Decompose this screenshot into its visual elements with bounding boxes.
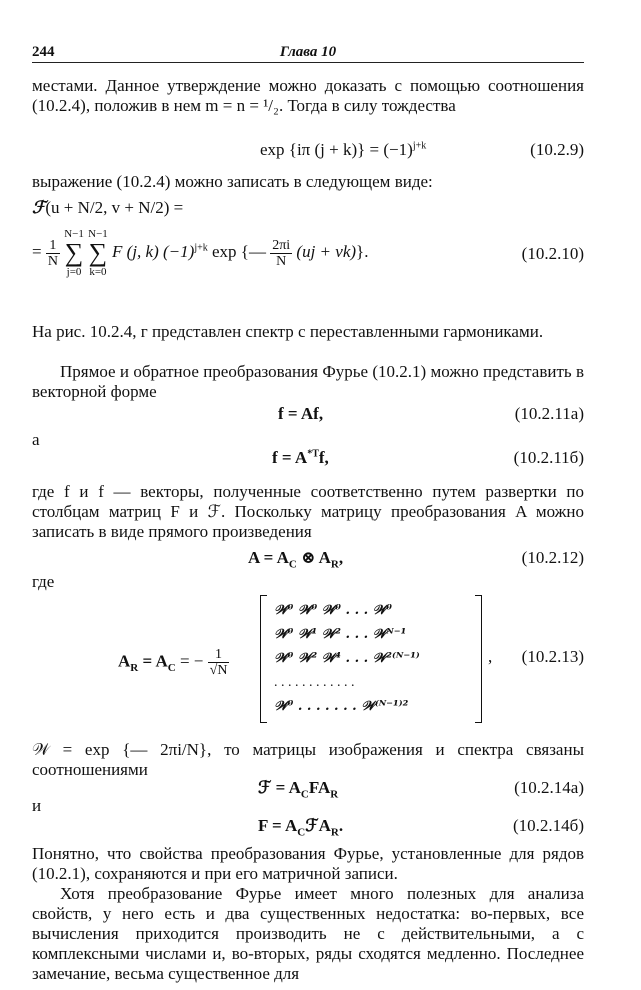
frac-numerator: 1	[46, 238, 60, 254]
equation-10-2-12: $A = A_C$ ⊗ $A_R$, (10.2.12)	[248, 548, 584, 571]
eq-10-2-10-term: F (j, k) (−1)	[112, 241, 195, 261]
equation-10-2-14b: $F = A_CℱA_R$. (10.2.14б)	[258, 816, 584, 839]
matrix-A-R	[260, 595, 482, 723]
sigma-symbol: ∑	[88, 238, 108, 267]
eq-10-2-10-lhs: (u + N/2, v + N/2) =	[45, 198, 184, 217]
equation-number: (10.2.11б)	[513, 448, 584, 467]
equation-10-2-11a	[32, 404, 584, 426]
equation-number: (10.2.10)	[521, 244, 584, 263]
matrix-right-bracket	[475, 595, 482, 723]
word-gde: где	[32, 572, 55, 591]
matrix-row-4: . . . . . . . . . . . .	[274, 675, 355, 690]
sum-j: N−1 ∑ j=0	[64, 228, 84, 278]
conjunction-a: а	[32, 430, 40, 449]
paragraph-4: Прямое и обратное преобразования Фурье (10.2.1) можно представить в векторной форме	[32, 362, 584, 401]
eq-11a-body: f = Af,	[278, 404, 324, 423]
fourier-transform-symbol: ℱ	[32, 198, 46, 218]
book-page	[32, 40, 584, 983]
paragraph-5: где f и f — векторы, полученные соответственно путем развертки по столбцам матриц F и ℱ. Поскольку матрицу преобразования A можно записать в виде прямого произведения	[32, 482, 584, 541]
equation-number: (10.2.13)	[521, 647, 584, 666]
sum-k: N−1 ∑ k=0	[88, 228, 108, 278]
equation-10-2-9	[32, 140, 584, 162]
page-number: 244	[32, 44, 55, 60]
paragraph-3: На рис. 10.2.4, г представлен спектр с переставленными гармониками.	[32, 322, 544, 341]
matrix-row-5: 𝒲⁰ . . . . . . . 𝒲⁽ᴺ⁻¹⁾²	[274, 699, 409, 714]
equation-number: (10.2.11a)	[514, 404, 584, 423]
paragraph-6: 𝒲 = exp {— 2πi/N}, то матрицы изображения и спектра связаны соотношениями	[32, 740, 584, 779]
paragraph-8: Хотя преобразование Фурье имеет много полезных для анализа свойств, у него есть и два существенных недостатка: во-первых, все вычисления приходится производить не с действительными, а с комплексными числами и, во-вторых, ряды сходятся медленно. Последнее замечание, весьма существенное для	[32, 884, 584, 983]
equation-number: (10.2.9)	[530, 140, 584, 159]
paragraph-7: Понятно, что свойства преобразования Фурье, установленные для рядов (10.2.1), сохраняются и при его матричной записи.	[32, 844, 584, 883]
eq-10-2-9-exponent: j+k	[412, 140, 427, 152]
matrix-row-3: 𝒲⁰ 𝒲² 𝒲⁴ . . . 𝒲²⁽ᴺ⁻¹⁾	[274, 651, 420, 666]
equation-10-2-10-line1	[32, 198, 584, 220]
matrix-left-bracket	[260, 595, 267, 723]
conjunction-i: и	[32, 796, 42, 815]
equation-10-2-13: $A_R = A_C$ = − $\frac{1}{√N}$ 𝒲⁰ 𝒲⁰ 𝒲⁰ . . . 𝒲⁰ 𝒲⁰ 𝒲¹ 𝒲² . . . 𝒲ᴺ⁻¹ 𝒲⁰ 𝒲² 𝒲⁴ . . . 𝒲²⁽ᴺ⁻¹⁾ . . . . . . . . . . . . 𝒲⁰ . . . . . . . 𝒲⁽ᴺ⁻¹⁾² , (10.2.13)	[32, 595, 584, 725]
matrix-row-2: 𝒲⁰ 𝒲¹ 𝒲² . . . 𝒲ᴺ⁻¹	[274, 627, 407, 642]
paragraph-2: выражение (10.2.4) можно записать в следующем виде:	[32, 172, 433, 191]
equation-10-2-10: = $\frac{1}{N}$ N−1 ∑ j=0 N−1 ∑ k=0 F (j, k) $(-1)^{j+k}$ exp {— $\frac{2\pi i}{N}$ (uj + vk)}. (10.2.10)	[32, 228, 584, 278]
equation-10-2-14a: ℱ = $A_CFA_R$ (10.2.14a)	[258, 778, 584, 801]
frac-denominator: N	[47, 253, 58, 269]
sigma-symbol: ∑	[64, 238, 84, 267]
paragraph-1: местами. Данное утверждение можно доказать с помощью соотношения (10.2.4), положив в нем m = n = ¹/₂. Тогда в силу тождества	[32, 76, 584, 115]
equation-number: (10.2.14a)	[514, 778, 584, 797]
running-title: Глава 10	[279, 44, 337, 60]
page-header	[32, 40, 584, 63]
equation-number: (10.2.12)	[521, 548, 584, 567]
equation-10-2-11b: $f = A^{*T}f$, (10.2.11б)	[272, 448, 584, 467]
equation-number: (10.2.14б)	[513, 816, 584, 835]
matrix-row-1: 𝒲⁰ 𝒲⁰ 𝒲⁰ . . . 𝒲⁰	[274, 603, 393, 618]
eq-10-2-9-body: exp {iπ (j + k)} = (−1)	[260, 140, 413, 159]
